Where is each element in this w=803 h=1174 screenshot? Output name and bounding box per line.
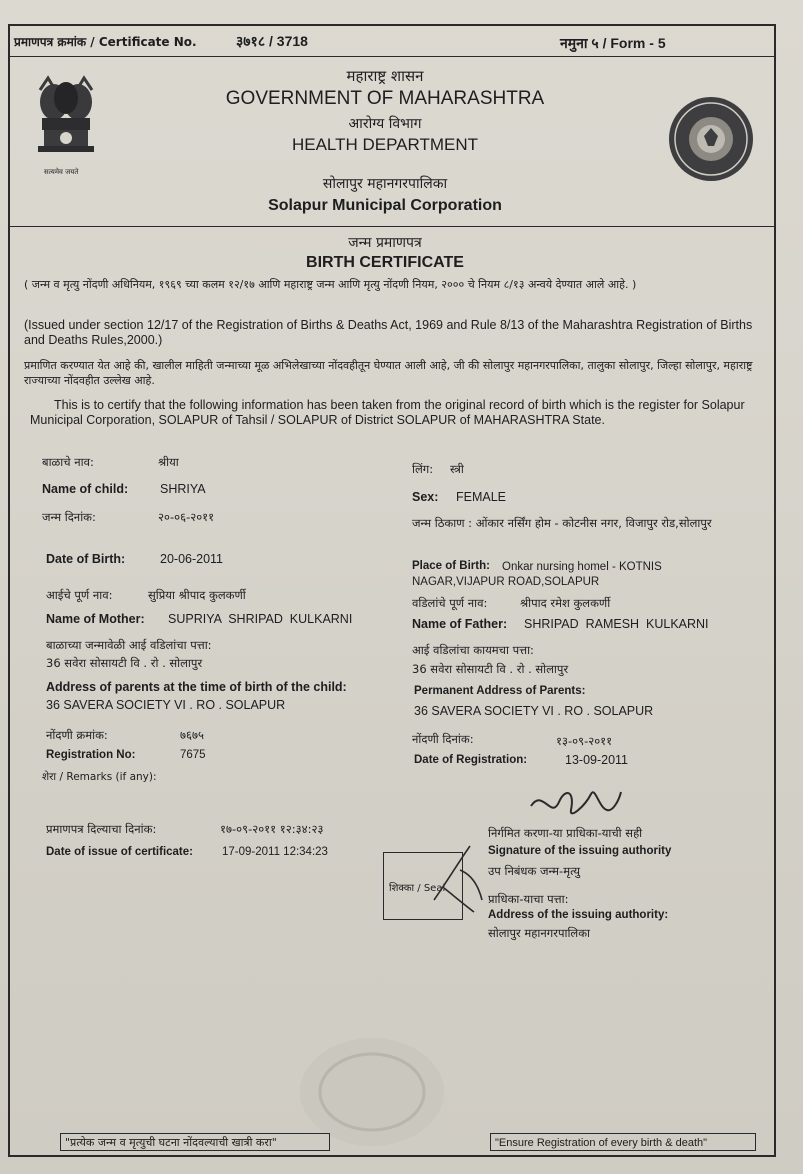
certify-text-marathi: प्रमाणित करण्यात येत आहे की, खालील माहिती जन्माच्या मूळ अभिलेखाच्या नोंदवहीतून घेण्यात आली आहे, जी की सोलापुर महानगरपालिका, तालुका सोलापुर, जिल्हा सोलापुर, महाराष्ट्र राज्याच्या नोंदवहीत उल्लेख आहे.: [24, 359, 753, 387]
permanent-address-value-marathi: 36 सवेरा सोसायटी वि . रो . सोलापुर: [412, 662, 569, 676]
act-text-english: (Issued under section 12/17 of the Registration of Births & Deaths Act, 1969 and Rule 8/13 of the Maharashtra Registration of Births and Deaths Rules,2000.): [24, 318, 753, 347]
birth-place-marathi: जन्म ठिकाण : ओंकार नर्सिंग होम - कोटनीस नगर, विजापुर रोड,सोलापुर: [412, 516, 712, 530]
registration-date-value-marathi: १३-०९-२०११: [556, 734, 613, 748]
dob-label-marathi: जन्म दिनांक:: [42, 510, 96, 524]
initials-mark: [430, 840, 490, 920]
dob-label: Date of Birth:: [46, 552, 126, 566]
dob-value-marathi: २०-०६-२०११: [158, 510, 215, 524]
corporation-english: Solapur Municipal Corporation: [268, 197, 502, 214]
birth-place-label: Place of Birth:: [412, 560, 490, 572]
permanent-address-value: 36 SAVERA SOCIETY VI . RO . SOLAPUR: [414, 704, 654, 718]
child-label: Name of child:: [42, 482, 129, 496]
mother-label: Name of Mother:: [46, 612, 145, 626]
sex-value: FEMALE: [456, 490, 507, 504]
footer-english: "Ensure Registration of every birth & death": [490, 1133, 756, 1151]
seal-label: शिक्का / Seal: [389, 883, 446, 894]
form-number: नमुना ५ / Form - 5: [560, 35, 666, 51]
municipal-seal-icon: [666, 94, 756, 184]
registration-date-label-marathi: नोंदणी दिनांक:: [412, 732, 474, 746]
sex-value-marathi: स्त्री: [450, 462, 464, 476]
certificate-no-label: प्रमाणपत्र क्रमांक / Certificate No.: [14, 35, 197, 49]
dob-value: 20-06-2011: [160, 552, 224, 566]
registration-date-label: Date of Registration:: [414, 754, 528, 766]
remarks-label: शेरा / Remarks (if any):: [42, 771, 157, 783]
child-value: SHRIYA: [160, 482, 206, 496]
authority-divider: [10, 226, 776, 227]
father-label-marathi: वडिलांचे पूर्ण नाव:: [412, 596, 488, 610]
issue-date-label: Date of issue of certificate:: [46, 846, 193, 858]
birth-address-label-marathi: बाळाच्या जन्मावेळी आई वडिलांचा पत्ता:: [46, 638, 212, 652]
sex-label-marathi: लिंग:: [412, 462, 434, 476]
birth-address-label: Address of parents at the time of birth of the child:: [46, 680, 347, 694]
registration-no-value-marathi: ७६७५: [180, 728, 204, 742]
footer-marathi: "प्रत्येक जन्म व मृत्युची घटना नोंदवल्याची खात्री करा": [60, 1133, 330, 1151]
emblem-caption: सत्यमेव जयते: [44, 168, 79, 176]
issue-date-label-marathi: प्रमाणपत्र दिल्याचा दिनांक:: [46, 822, 157, 836]
authority-address-label-marathi: प्राधिका-याचा पत्ता:: [488, 892, 569, 906]
signature-mark: [525, 780, 625, 830]
authority-address-value: सोलापुर महानगरपालिका: [488, 926, 591, 940]
registration-no-value: 7675: [180, 749, 206, 761]
department-marathi: आरोग्य विभाग: [348, 116, 422, 132]
certificate-border: [8, 24, 776, 1157]
father-value: SHRIPAD RAMESH KULKARNI: [524, 617, 709, 631]
registration-no-label: Registration No:: [46, 749, 136, 761]
signature-role-marathi: उप निबंधक जन्म-मृत्यु: [488, 864, 581, 878]
birth-address-value: 36 SAVERA SOCIETY VI . RO . SOLAPUR: [46, 698, 286, 712]
mother-label-marathi: आईचे पूर्ण नाव:: [46, 588, 113, 602]
permanent-address-label: Permanent Address of Parents:: [414, 685, 586, 697]
department-english: HEALTH DEPARTMENT: [291, 135, 479, 154]
state-marathi: महाराष्ट्र शासन: [346, 67, 424, 85]
certify-text-english: This is to certify that the following information has been taken from the original record of birth which is the register for Solapur Municipal Corporation, SOLAPUR of Tahsil / SOLAPUR of District SOLAPUR of MAHARASHTRA State.: [30, 398, 745, 427]
corporation-marathi: सोलापुर महानगरपालिका: [322, 176, 448, 192]
signature-label: Signature of the issuing authority: [488, 845, 672, 857]
certificate-title-marathi: जन्म प्रमाणपत्र: [348, 235, 422, 251]
birth-address-value-marathi: 36 सवेरा सोसायटी वि . रो . सोलापुर: [46, 656, 203, 670]
registration-no-label-marathi: नोंदणी क्रमांक:: [46, 728, 108, 742]
mother-value: SUPRIYA SHRIPAD KULKARNI: [168, 612, 353, 626]
father-value-marathi: श्रीपाद रमेश कुलकर्णी: [520, 596, 611, 610]
child-value-marathi: श्रीया: [158, 455, 179, 469]
authority-address-label: Address of the issuing authority:: [488, 909, 669, 921]
certificate-title-english: BIRTH CERTIFICATE: [306, 254, 464, 271]
issue-date-value: 17-09-2011 12:34:23: [222, 846, 328, 858]
header-divider: [10, 56, 776, 57]
certificate-no-value: ३७१८ / 3718: [236, 33, 308, 49]
mother-value-marathi: सुप्रिया श्रीपाद कुलकर्णी: [148, 588, 246, 602]
signature-label-marathi: निर्गमित करणा-या प्राधिका-याची सही: [488, 826, 643, 840]
registration-date-value: 13-09-2011: [565, 753, 629, 767]
permanent-address-label-marathi: आई वडिलांचा कायमचा पत्ता:: [412, 643, 534, 657]
birth-place-value: Onkar nursing homel - KOTNIS NAGAR,VIJAPUR ROAD,SOLAPUR: [412, 561, 662, 588]
sex-label: Sex:: [412, 490, 439, 504]
state-english: GOVERNMENT OF MAHARASHTRA: [225, 88, 545, 109]
act-text-marathi: ( जन्म व मृत्यु नोंदणी अधिनियम, १९६९ च्या कलम १२/१७ आणि महाराष्ट्र जन्म आणि मृत्यु नोंदणी नियम, २००० चे नियम ८/१३ अन्वये देण्यात आले आहे. ): [24, 278, 637, 291]
issue-date-value-marathi: १७-०९-२०११ १२:३४:२३: [220, 822, 324, 836]
child-label-marathi: बाळाचे नाव:: [42, 455, 94, 469]
father-label: Name of Father:: [412, 617, 508, 631]
faded-stamp-watermark: [292, 1030, 452, 1150]
